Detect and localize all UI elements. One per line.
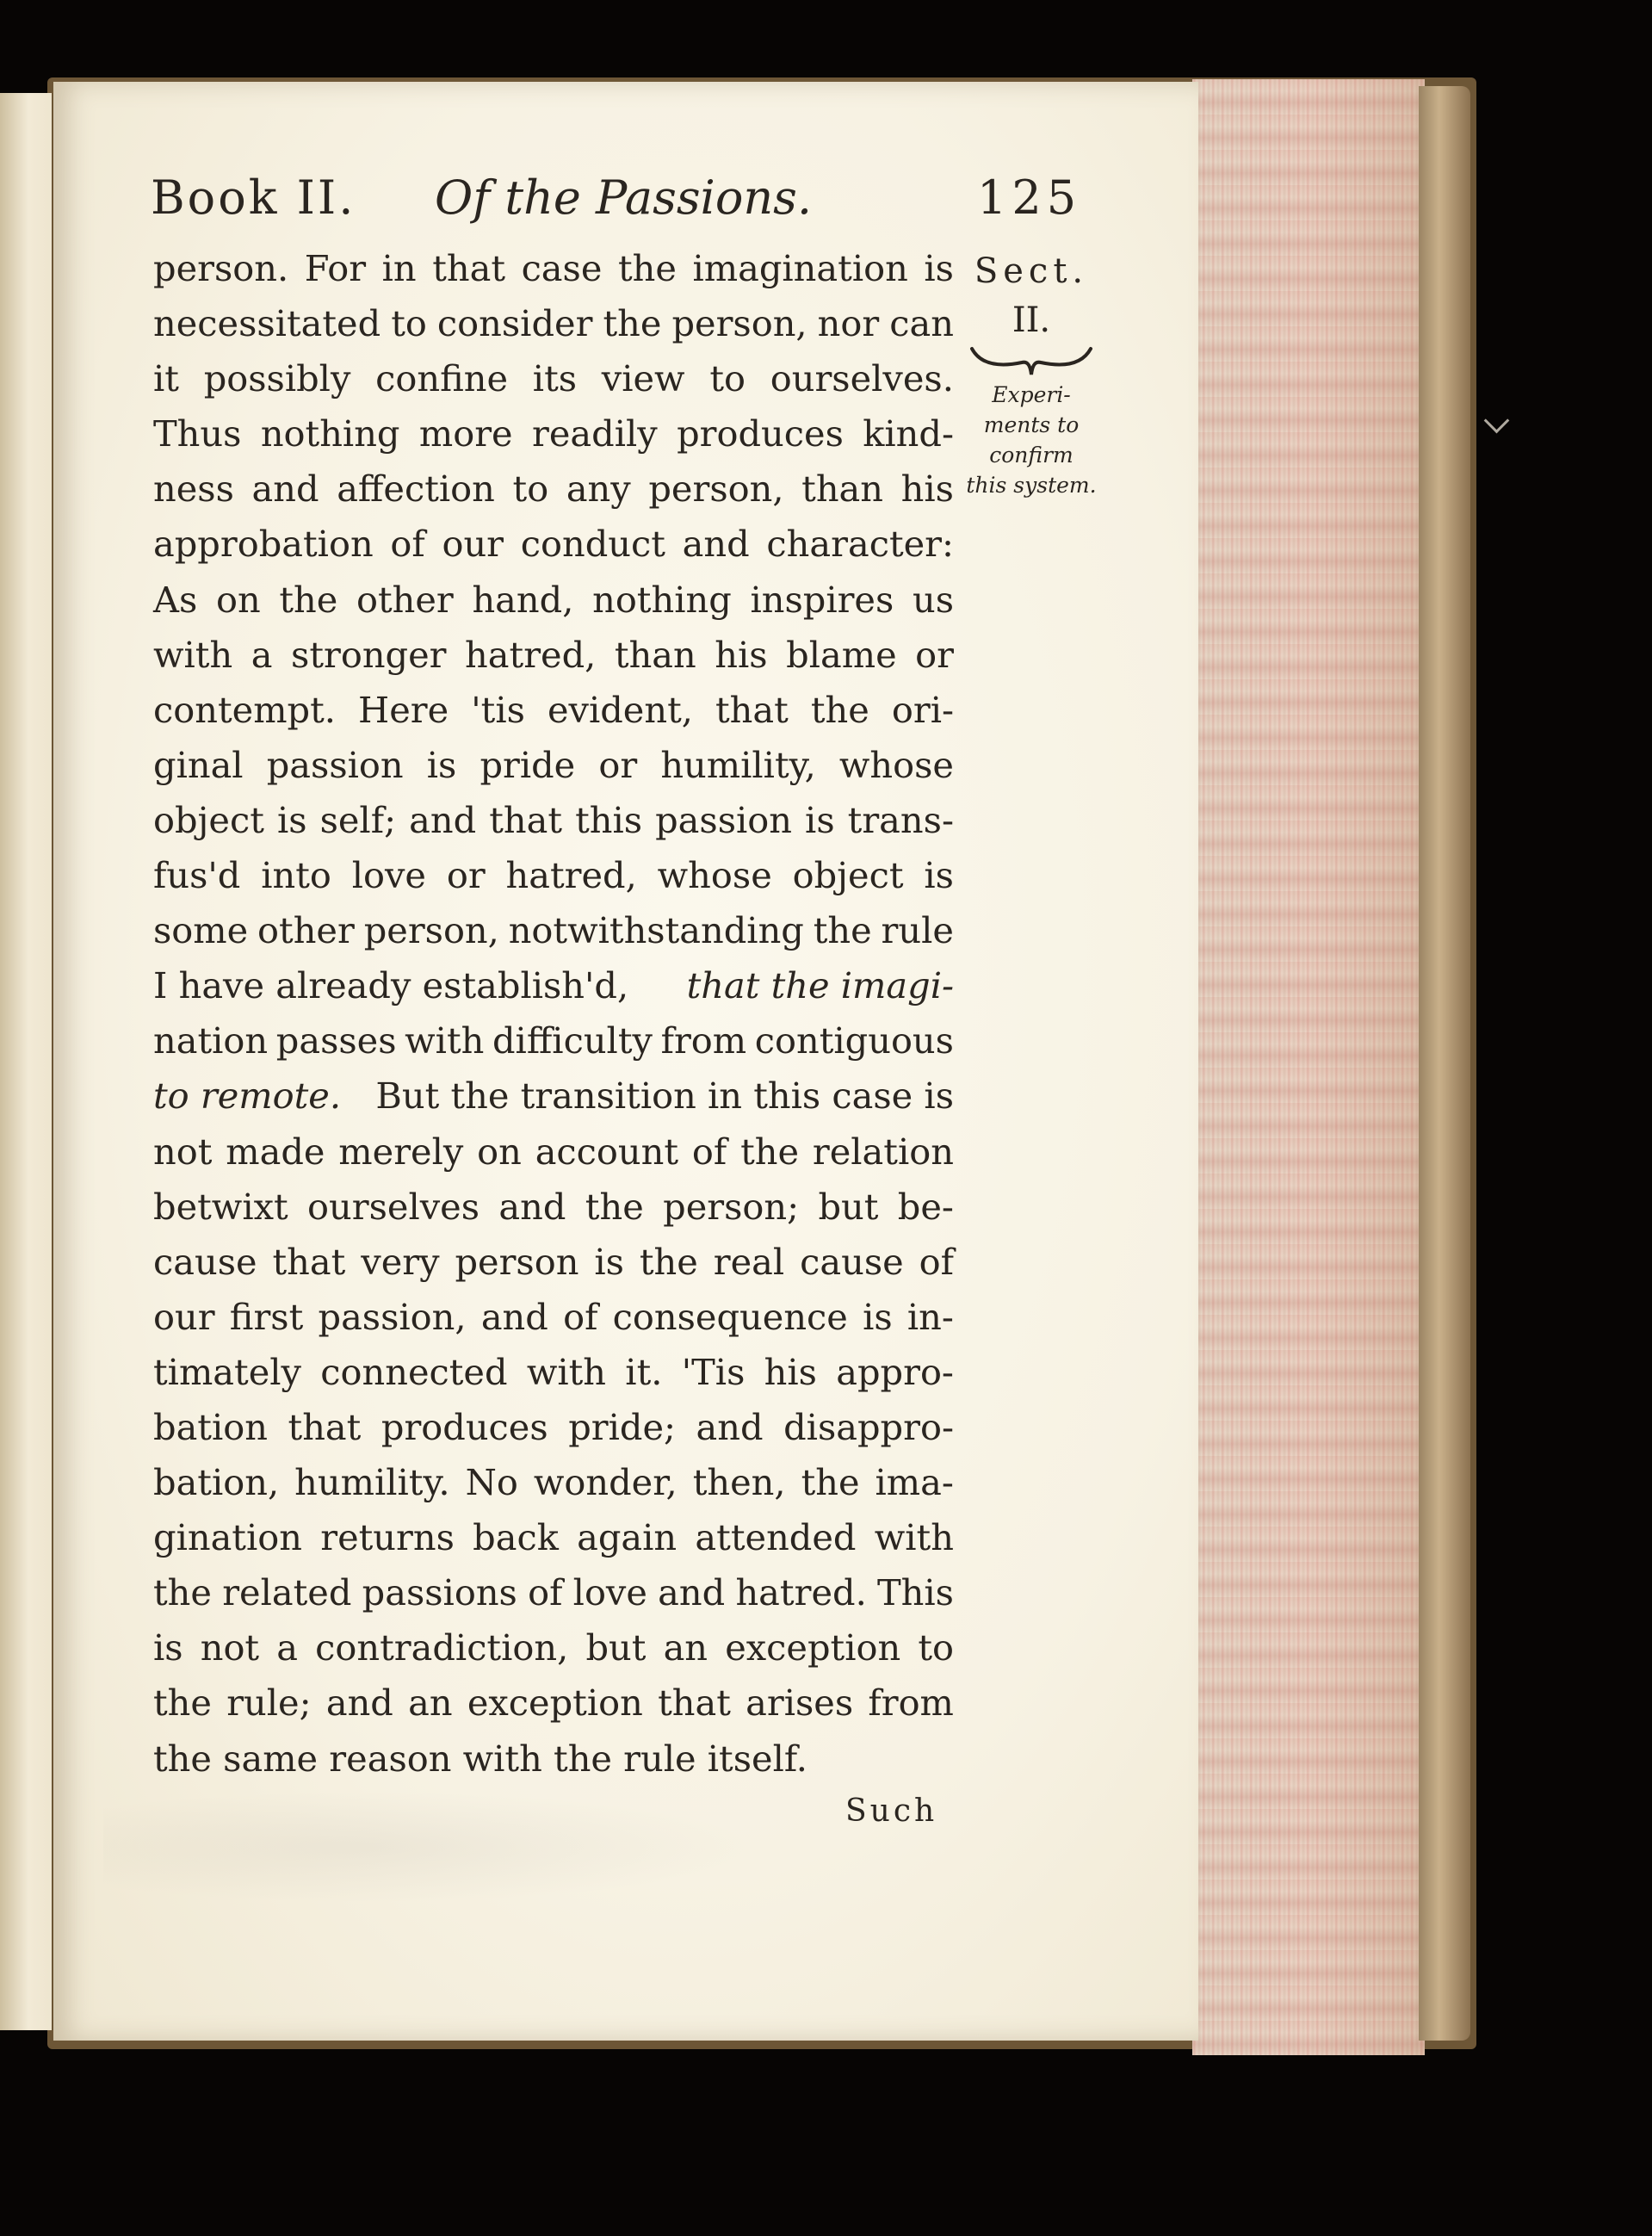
brace-ornament-icon: [967, 342, 1096, 378]
word: pride;: [568, 1405, 676, 1448]
word: No: [465, 1461, 518, 1504]
word: that: [658, 1682, 731, 1725]
word: that: [288, 1405, 362, 1448]
text-line: [153, 1675, 954, 1731]
word: case: [521, 247, 603, 289]
word: pride: [480, 743, 576, 786]
word: cause: [800, 1240, 904, 1283]
word: passes: [275, 1019, 397, 1062]
word: hatred,: [465, 633, 597, 676]
word: a: [276, 1626, 298, 1669]
word: to: [512, 468, 549, 511]
word: on: [215, 578, 261, 621]
show-through-stain: [103, 1791, 758, 1903]
text-line: [153, 848, 954, 903]
text-line: [153, 903, 954, 958]
word: necessitated: [153, 302, 381, 345]
word: but: [585, 1626, 647, 1669]
word: stronger: [291, 633, 447, 676]
word: is: [924, 247, 954, 289]
word: nothing: [260, 412, 400, 455]
word: of: [919, 1240, 954, 1283]
word: timately: [153, 1350, 301, 1393]
word: of: [528, 1571, 563, 1614]
word: view: [601, 357, 685, 400]
word: a: [251, 633, 273, 676]
word: love: [351, 854, 426, 897]
section-number: II.: [1012, 300, 1051, 340]
word: passion,: [318, 1295, 467, 1338]
word: some: [153, 909, 249, 952]
word: ima-: [875, 1461, 954, 1504]
word: real: [713, 1240, 785, 1283]
word: attended: [695, 1516, 857, 1559]
word: the: [153, 1571, 212, 1614]
word: account: [535, 1130, 679, 1173]
text-line: [153, 517, 954, 572]
word: of: [691, 1130, 727, 1173]
gloss-line: Experi-: [992, 382, 1071, 407]
word: is: [805, 798, 835, 841]
text-line: [153, 573, 954, 628]
word: that: [272, 1240, 346, 1283]
running-head: [151, 170, 1089, 239]
word: with: [153, 633, 233, 676]
text-line: [153, 351, 954, 406]
word: hand,: [472, 578, 574, 621]
word: person: [455, 1240, 579, 1283]
word: rule;: [226, 1682, 312, 1725]
marginal-note: [962, 244, 1100, 499]
word: nor: [817, 302, 880, 345]
word: more: [418, 412, 513, 455]
word: rule: [881, 909, 954, 952]
word: person,: [363, 909, 499, 952]
word: 'Tis: [681, 1350, 746, 1393]
word: hatred,: [505, 854, 637, 897]
word: ginal: [153, 743, 244, 786]
word: his: [900, 468, 954, 511]
word: notwithstanding: [508, 909, 804, 952]
word: is: [594, 1240, 624, 1283]
word: produces: [381, 1405, 548, 1448]
word: the: [585, 1185, 644, 1228]
word: be-: [897, 1185, 954, 1228]
word: and: [658, 1571, 726, 1614]
word: produces: [677, 412, 844, 455]
word: but: [818, 1185, 879, 1228]
word: back: [473, 1516, 559, 1559]
word: affection: [337, 468, 495, 511]
word: For: [304, 247, 367, 289]
word: related: [222, 1571, 352, 1614]
word: of: [563, 1295, 598, 1338]
word: ourselves: [307, 1185, 480, 1228]
word: passions: [362, 1571, 517, 1614]
gloss-line: confirm: [989, 443, 1073, 468]
word: kind-: [863, 412, 954, 455]
word: the: [639, 1240, 698, 1283]
word: the: [740, 1130, 800, 1173]
text-line: [153, 406, 954, 461]
word: and: [498, 1185, 566, 1228]
word: love: [572, 1571, 647, 1614]
word: person,: [671, 302, 807, 345]
word: nothing: [592, 578, 732, 621]
word: consequence: [612, 1295, 848, 1338]
running-head-title: Of the Passions.: [435, 170, 812, 225]
word: contiguous: [754, 1019, 954, 1062]
word: that: [432, 247, 506, 289]
word: and: [325, 1682, 393, 1725]
word: that: [715, 688, 789, 731]
facing-page-edge: [0, 93, 54, 2030]
word: of: [390, 523, 425, 566]
word: the: [801, 1461, 860, 1504]
text-line: [153, 1565, 954, 1620]
word: an: [663, 1626, 708, 1669]
word: passion: [655, 798, 792, 841]
word: the: [603, 302, 662, 345]
word: with: [874, 1516, 954, 1559]
text-line: [153, 1345, 954, 1400]
word: Thus: [153, 412, 242, 455]
word: to: [709, 357, 746, 400]
word: nation: [153, 1019, 269, 1062]
word: his: [764, 1350, 817, 1393]
text-line: [153, 1400, 954, 1455]
word: exception: [725, 1626, 901, 1669]
word: person;: [663, 1185, 800, 1228]
word: is: [276, 798, 307, 841]
word: from: [660, 1019, 747, 1062]
word: object: [153, 798, 264, 841]
text-line: [153, 1510, 954, 1565]
word: then,: [692, 1461, 786, 1504]
word: to: [918, 1626, 954, 1669]
word: other: [257, 909, 355, 952]
word: humility.: [294, 1461, 450, 1504]
word: bation,: [153, 1461, 280, 1504]
word: readily: [532, 412, 658, 455]
text-line: [153, 241, 954, 296]
word: than: [801, 468, 884, 511]
word: an: [408, 1682, 453, 1725]
text-line: [153, 1455, 954, 1510]
catchword: Such: [845, 1793, 938, 1829]
word: cause: [153, 1240, 257, 1283]
word: ourselves.: [770, 357, 954, 400]
word: fus'd: [153, 854, 241, 897]
word: made: [226, 1130, 325, 1173]
word: conduct: [520, 523, 665, 566]
word: passion: [266, 743, 404, 786]
word: disappro-: [783, 1405, 954, 1448]
word: returns: [320, 1516, 455, 1559]
word: gination: [153, 1516, 302, 1559]
word: it.: [625, 1350, 663, 1393]
word: with: [405, 1019, 485, 1062]
word: it: [153, 357, 179, 400]
word: to: [391, 302, 427, 345]
word: wonder,: [533, 1461, 678, 1504]
word: blame: [786, 633, 897, 676]
word: not: [200, 1626, 260, 1669]
word: or: [915, 633, 954, 676]
word: is: [924, 854, 954, 897]
word: other: [356, 578, 454, 621]
word: the: [810, 688, 869, 731]
text-line: [153, 1124, 954, 1180]
word: first: [229, 1295, 304, 1338]
word: not: [153, 1130, 213, 1173]
word: in-: [906, 1295, 954, 1338]
word: betwixt: [153, 1185, 288, 1228]
word: or: [598, 743, 638, 786]
word: whose: [838, 743, 954, 786]
word: on: [477, 1130, 522, 1173]
word: is: [426, 743, 457, 786]
word: the: [279, 578, 338, 621]
body-text: [153, 241, 954, 1787]
text-line-mixed: to remote. But the transition in this case is: [153, 1075, 954, 1118]
section-label: Sect.: [974, 251, 1089, 291]
running-head-book: Book II.: [151, 170, 356, 225]
word: that: [489, 798, 563, 841]
word: his: [715, 633, 768, 676]
word: is: [863, 1295, 893, 1338]
word: character:: [766, 523, 954, 566]
word: contempt.: [153, 688, 336, 731]
word: us: [912, 578, 954, 621]
word: person,: [648, 468, 784, 511]
word: This: [877, 1571, 954, 1614]
word: object: [792, 854, 904, 897]
word: in: [381, 247, 417, 289]
word: connected: [320, 1350, 508, 1393]
word: this: [575, 798, 643, 841]
word: arises: [746, 1682, 854, 1725]
word: its: [532, 357, 578, 400]
back-board: [1419, 86, 1470, 2041]
word: humility,: [660, 743, 816, 786]
text-line: [153, 738, 954, 793]
word: inspires: [750, 578, 894, 621]
word: 'tis: [471, 688, 525, 731]
word: appro-: [836, 1350, 954, 1393]
word: possibly: [203, 357, 351, 400]
word: the: [153, 1682, 212, 1725]
word: confine: [375, 357, 509, 400]
word: our: [153, 1295, 215, 1338]
word: ness: [153, 468, 234, 511]
word: any: [566, 468, 631, 511]
word: or: [446, 854, 486, 897]
word: Here: [358, 688, 449, 731]
word: and: [409, 798, 477, 841]
word: self;: [319, 798, 397, 841]
page-fore-edge: [1192, 79, 1425, 2055]
word: again: [577, 1516, 678, 1559]
word: person.: [153, 247, 289, 289]
word: trans-: [847, 798, 954, 841]
word: and: [480, 1295, 548, 1338]
word: into: [261, 854, 331, 897]
word: contradiction,: [315, 1626, 569, 1669]
word: the: [617, 247, 677, 289]
word: than: [614, 633, 696, 676]
text-line: [153, 1180, 954, 1235]
text-line: [153, 296, 954, 351]
word: ori-: [891, 688, 954, 731]
word: with: [526, 1350, 607, 1393]
word: and: [696, 1405, 764, 1448]
word: our: [442, 523, 504, 566]
word: imagination: [692, 247, 908, 289]
word: evident,: [547, 688, 693, 731]
text-line: [153, 628, 954, 683]
word: hatred.: [735, 1571, 867, 1614]
text-line-italic: [153, 1013, 954, 1068]
word: approbation: [153, 523, 374, 566]
text-line: [153, 793, 954, 848]
word: whose: [657, 854, 772, 897]
word: from: [868, 1682, 954, 1725]
page-number: 125: [977, 170, 1082, 225]
word: difficulty: [492, 1019, 653, 1062]
word: is: [153, 1626, 183, 1669]
text-line: [153, 1620, 954, 1675]
word: bation: [153, 1405, 268, 1448]
word: merely: [338, 1130, 464, 1173]
text-line: [153, 461, 954, 517]
text-line-mixed: I have already establish'd, that the imagi-: [153, 964, 954, 1007]
text-line-final: the same reason with the rule itself.: [153, 1737, 807, 1780]
word: the: [813, 909, 872, 952]
text-line: [153, 683, 954, 738]
word: consider: [436, 302, 593, 345]
text-line: [153, 1235, 954, 1290]
word: can: [889, 302, 954, 345]
word: and: [251, 468, 319, 511]
word: very: [361, 1240, 440, 1283]
word: and: [682, 523, 750, 566]
word: exception: [467, 1682, 643, 1725]
dust-mark: [1484, 408, 1510, 434]
gloss-line: this system.: [966, 473, 1097, 498]
gloss-line: ments to: [983, 412, 1080, 437]
word: relation: [812, 1130, 954, 1173]
text-line: [153, 1290, 954, 1345]
word: As: [153, 578, 198, 621]
